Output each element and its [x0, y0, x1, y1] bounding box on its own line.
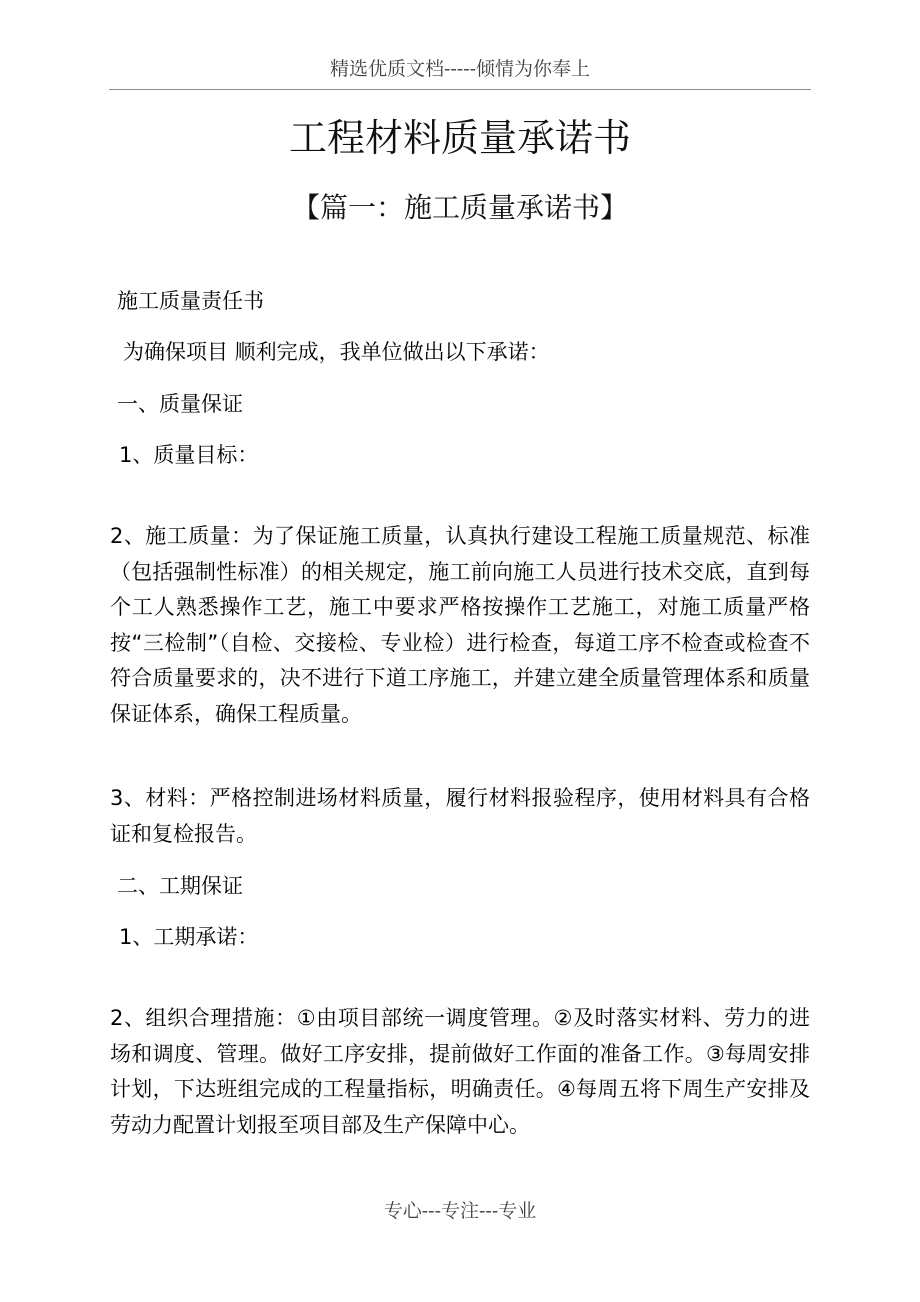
header-divider — [109, 89, 811, 90]
page-header: 精选优质文档-----倾情为你奉上 — [329, 58, 591, 80]
section1-title: 一、质量保证 — [117, 392, 243, 416]
section2-title: 二、工期保证 — [117, 874, 243, 898]
page-footer: 专心---专注---专业 — [383, 1200, 537, 1222]
document-subtitle: 【篇一：施工质量承诺书】 — [291, 191, 628, 224]
section2-item1: 1、工期承诺： — [119, 925, 259, 949]
section-heading: 施工质量责任书 — [117, 289, 264, 313]
section1-item1: 1、质量目标： — [119, 443, 259, 467]
document-title: 工程材料质量承诺书 — [288, 116, 631, 160]
section1-item2: 2、施工质量：为了保证施工质量，认真执行建设工程施工质量规范、标准（包括强制性标准）的相关规定，施工前向施工人员进行技术交底，直到每个工人熟悉操作工艺，施工中要求严格按操作工艺施工，对施工质量严格按“三检制”（自检、交接检、专业检）进行检查，每道工序不检查或检查不符合质量要求的，决不进行下道工序施工，并建立建全质量管理体系和质量保证体系，确保工程质量。 — [110, 524, 810, 726]
section1-item3: 3、材料：严格控制进场材料质量，履行材料报验程序，使用材料具有合格证和复检报告。 — [110, 786, 810, 846]
intro-text: 为确保项目 顺利完成，我单位做出以下承诺： — [123, 340, 550, 364]
section2-item2: 2、组织合理措施：①由项目部统一调度管理。②及时落实材料、劳力的进场和调度、管理。做好工序安排，提前做好工作面的准备工作。③每周安排计划，下达班组完成的工程量指标，明确责任。④每周五将下周生产安排及劳动力配置计划报至项目部及生产保障中心。 — [110, 1006, 810, 1137]
